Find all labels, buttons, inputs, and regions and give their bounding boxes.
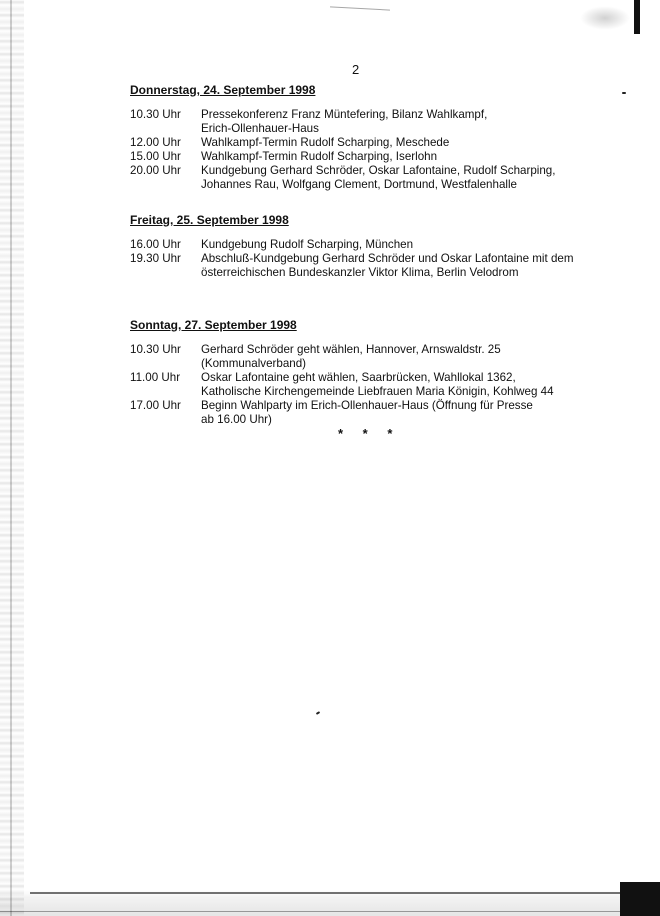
entry-description [201, 164, 590, 192]
scan-edge-line [10, 0, 12, 916]
schedule-entry [130, 252, 590, 280]
entry-line: Kundgebung Rudolf Scharping, München [201, 238, 414, 251]
entry-time: 17.00 Uhr [130, 399, 181, 412]
scan-bottom-line-2 [0, 911, 660, 912]
schedule-entry [130, 371, 590, 399]
schedule-entry [130, 399, 590, 427]
entry-line: Abschluß-Kundgebung Gerhard Schröder und Oskar Lafontaine mit dem [201, 252, 574, 265]
schedule-entry [130, 136, 590, 150]
entry-description [201, 399, 590, 427]
entry-time: 20.00 Uhr [130, 164, 181, 177]
entry-line: Oskar Lafontaine geht wählen, Saarbrücken, Wahllokal 1362, [201, 371, 516, 384]
scan-speck [622, 92, 626, 94]
entry-time: 15.00 Uhr [130, 150, 181, 163]
section-donnerstag [130, 82, 590, 192]
entry-line: Kundgebung Gerhard Schröder, Oskar Lafontaine, Rudolf Scharping, [201, 164, 556, 177]
entry-line: österreichischen Bundeskanzler Viktor Klima, Berlin Velodrom [201, 266, 519, 279]
entry-description [201, 238, 590, 252]
section-sonntag [130, 317, 590, 427]
entry-description [201, 108, 590, 136]
entry-time: 10.30 Uhr [130, 343, 181, 356]
schedule-entry [130, 150, 590, 164]
entry-line: Wahlkampf-Termin Rudolf Scharping, Iserlohn [201, 150, 438, 163]
scan-bottom-line [30, 892, 630, 894]
entry-line: Gerhard Schröder geht wählen, Hannover, Arnswaldstr. 25 [201, 343, 501, 356]
scan-corner-top-right [634, 0, 640, 34]
entry-description [201, 150, 590, 164]
entry-line: Johannes Rau, Wolfgang Clement, Dortmund, Westfalenhalle [201, 178, 517, 191]
entry-time: 11.00 Uhr [130, 371, 181, 384]
section-title: Freitag, 25. September 1998 [130, 213, 289, 227]
page-number: 2 [352, 62, 360, 77]
entry-description [201, 136, 590, 150]
schedule-entry [130, 164, 590, 192]
entry-time: 19.30 Uhr [130, 252, 181, 265]
entry-line: Wahlkampf-Termin Rudolf Scharping, Meschede [201, 136, 450, 149]
section-title: Sonntag, 27. September 1998 [130, 318, 297, 332]
end-mark: * * * [338, 426, 401, 441]
schedule-entry [130, 108, 590, 136]
section-freitag [130, 212, 590, 280]
entry-line: (Kommunalverband) [201, 357, 307, 370]
scan-edge-left [0, 0, 24, 916]
entry-time: 10.30 Uhr [130, 108, 181, 121]
entry-description [201, 343, 590, 371]
schedule-entry [130, 238, 590, 252]
entry-description [201, 252, 590, 280]
entry-description [201, 371, 590, 399]
entry-line: Pressekonferenz Franz Müntefering, Bilanz Wahlkampf, [201, 108, 488, 121]
entry-time: 12.00 Uhr [130, 136, 181, 149]
scan-smudge-top-right [580, 6, 630, 30]
entry-line: Katholische Kirchengemeinde Liebfrauen Maria Königin, Kohlweg 44 [201, 385, 554, 398]
entry-line: Erich-Ollenhauer-Haus [201, 122, 319, 135]
entry-time: 16.00 Uhr [130, 238, 181, 251]
entry-line: Beginn Wahlparty im Erich-Ollenhauer-Haus (Öffnung für Presse [201, 399, 533, 412]
scan-scratch-top [330, 6, 390, 10]
schedule-entry [130, 343, 590, 371]
scan-corner-bottom-right [620, 882, 660, 916]
scan-speck [316, 711, 320, 715]
entry-line: ab 16.00 Uhr) [201, 413, 272, 426]
section-title: Donnerstag, 24. September 1998 [130, 83, 316, 97]
